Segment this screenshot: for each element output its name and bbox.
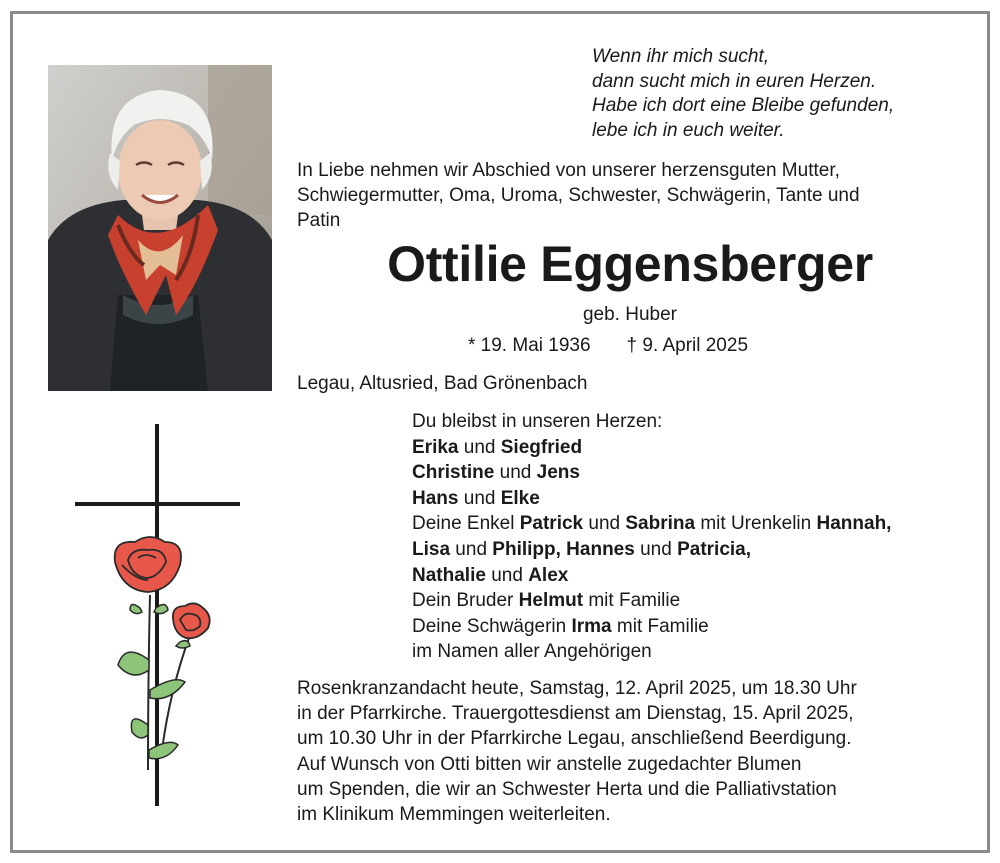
mourner-line: Dein Bruder Helmut mit Familie <box>412 590 681 612</box>
intro-line: Schwiegermutter, Oma, Uroma, Schwester, Schwägerin, Tante und <box>297 185 860 206</box>
mourners-list <box>412 409 891 665</box>
death-date: † 9. April 2025 <box>626 335 749 356</box>
intro-line: In Liebe nehmen wir Abschied von unserer herzensguten Mutter, <box>297 160 840 181</box>
life-dates <box>468 333 748 358</box>
places: Legau, Altusried, Bad Grönenbach <box>297 373 588 394</box>
maiden-name: geb. Huber <box>582 304 677 325</box>
intro-line: Patin <box>297 210 341 231</box>
notice-line: in der Pfarrkirche. Trauergottesdienst am Dienstag, 15. April 2025, <box>297 703 854 725</box>
deceased-name: Ottilie Eggensberger <box>387 236 873 292</box>
notice-line: um Spenden, die wir an Schwester Herta und die Palliativstation <box>297 778 837 800</box>
intro-text <box>297 158 860 233</box>
mourner-line: Deine Schwägerin Irma mit Familie <box>412 615 709 637</box>
mourner-line: Hans und Elke <box>412 487 540 509</box>
mourner-line: Lisa und Philipp, Hannes und Patricia, <box>412 538 752 560</box>
poem-line: lebe ich in euch weiter. <box>592 119 785 141</box>
funeral-notice <box>297 676 857 827</box>
cross-with-roses-icon <box>70 420 250 815</box>
mourners-heading: Du bleibst in unseren Herzen: <box>412 411 663 432</box>
poem-line: dann sucht mich in euren Herzen. <box>592 70 877 92</box>
notice-line: um 10.30 Uhr in der Pfarrkirche Legau, anschließend Beerdigung. <box>297 728 852 750</box>
notice-line: im Klinikum Memmingen weiterleiten. <box>297 804 611 826</box>
poem-line: Wenn ihr mich sucht, <box>592 46 770 67</box>
notice-line: Rosenkranzandacht heute, Samstag, 12. April 2025, um 18.30 Uhr <box>297 678 857 699</box>
poem <box>592 45 894 143</box>
portrait-photo <box>48 65 272 391</box>
notice-line: Auf Wunsch von Otti bitten wir anstelle zugedachter Blumen <box>297 753 802 775</box>
mourner-line: Deine Enkel Patrick und Sabrina mit Urenkelin Hannah, <box>412 513 892 535</box>
mourner-line: Nathalie und Alex <box>412 564 569 586</box>
mourner-line: Erika und Siegfried <box>412 436 583 458</box>
poem-line: Habe ich dort eine Bleibe gefunden, <box>592 95 895 116</box>
birth-date: * 19. Mai 1936 <box>468 335 591 356</box>
mourner-line: im Namen aller Angehörigen <box>412 641 652 663</box>
mourner-line: Christine und Jens <box>412 462 580 484</box>
